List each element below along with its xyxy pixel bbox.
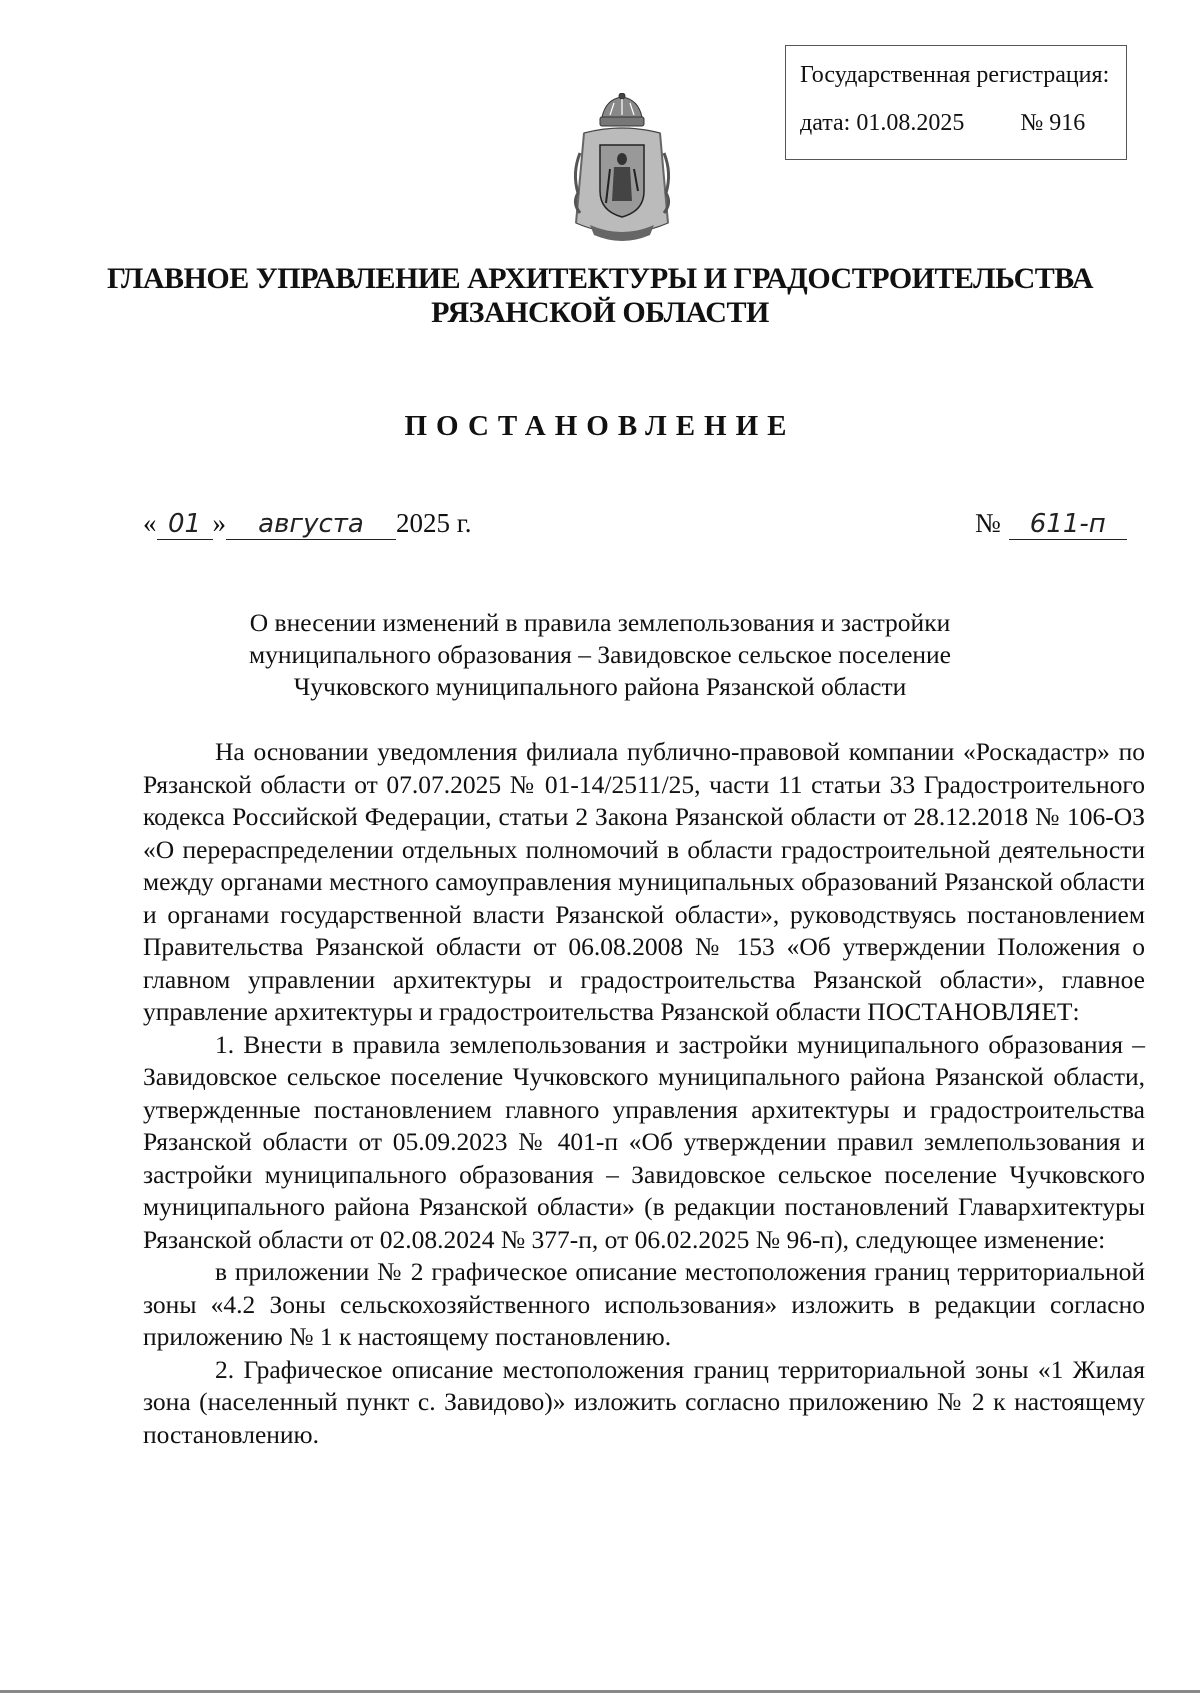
- document-number: [975, 508, 1127, 540]
- document-body: [143, 736, 1145, 1451]
- document-date: [143, 508, 472, 540]
- page-bottom-edge: [0, 1690, 1200, 1693]
- document-type: ПОСТАНОВЛЕНИЕ: [404, 410, 796, 442]
- item-1-subparagraph: в приложении № 2 графическое описание местоположения границ территориальной зоны «4.2 Зоны сельскохозяйственного использования» изложить в редакции согласно приложению № 1 к настоящему постановлению.: [143, 1257, 1145, 1351]
- document-subject: [0, 607, 1200, 703]
- coat-of-arms-icon: [570, 93, 674, 248]
- subject-line2: муниципального образования – Завидовское сельское поселение: [248, 640, 952, 669]
- organization-title: [0, 262, 1200, 330]
- registration-date: дата: 01.08.2025: [800, 110, 965, 136]
- item-1-paragraph: 1. Внести в правила землепользования и застройки муниципального образования – Завидовское сельское поселение Чучковского муниципального района Рязанской области, утвержденные постановлением главного управления архитектуры и градостроительства Рязанской области от 05.09.2023 № 401-п «Об утверждении правил землепользования и застройки муниципального образования – Завидовское сельское поселение Чучковского муниципального района Рязанской области» (в редакции постановлений Главархитектуры Рязанской области от 02.08.2024 № 377-п, от 06.02.2025 № 96-п), следующее изменение:: [143, 1029, 1145, 1254]
- number-label: №: [975, 508, 1001, 538]
- preamble-paragraph: На основании уведомления филиала публично-правовой компании «Роскадастр» по Рязанской области от 07.07.2025 № 01-14/2511/25, части 11 статьи 33 Градостроительного кодекса Российской Федерации, статьи 2 Закона Рязанской области от 28.12.2018 № 106-ОЗ «О перераспределении отдельных полномочий в области градостроительной деятельности между органами местного самоуправления муниципальных образований Рязанской области и органами государственной власти Рязанской области», руководствуясь постановлением Правительства Рязанской области от 06.08.2008 № 153 «Об утверждении Положения о главном управлении архитектуры и градостроительства Рязанской области», главное управление архитектуры и градостроительства Рязанской области ПОСТАНОВЛЯЕТ:: [143, 737, 1145, 1026]
- registration-number: № 916: [1020, 110, 1086, 136]
- item-2-paragraph: 2. Графическое описание местоположения границ территориальной зоны «1 Жилая зона (населенный пункт с. Завидово)» изложить согласно приложению № 2 к настоящему постановлению.: [143, 1354, 1145, 1449]
- date-month-handwritten: августа: [226, 509, 396, 540]
- number-handwritten: 611-п: [1009, 509, 1127, 540]
- organization-title-line2: РЯЗАНСКОЙ ОБЛАСТИ: [431, 296, 769, 329]
- date-year: 2025 г.: [396, 508, 472, 538]
- organization-title-line1: ГЛАВНОЕ УПРАВЛЕНИЕ АРХИТЕКТУРЫ И ГРАДОСТРОИТЕЛЬСТВА: [106, 262, 1094, 295]
- subject-line3: Чучковского муниципального района Рязанской области: [293, 672, 907, 701]
- registration-stamp: [785, 45, 1127, 160]
- date-close-quote: »: [212, 508, 226, 538]
- registration-title: Государственная регистрация:: [800, 62, 1110, 88]
- subject-line1: О внесении изменений в правила землепользования и застройки: [249, 608, 951, 637]
- date-day-handwritten: 01: [157, 509, 213, 540]
- date-open-quote: «: [143, 508, 157, 538]
- registration-details: [800, 108, 1114, 138]
